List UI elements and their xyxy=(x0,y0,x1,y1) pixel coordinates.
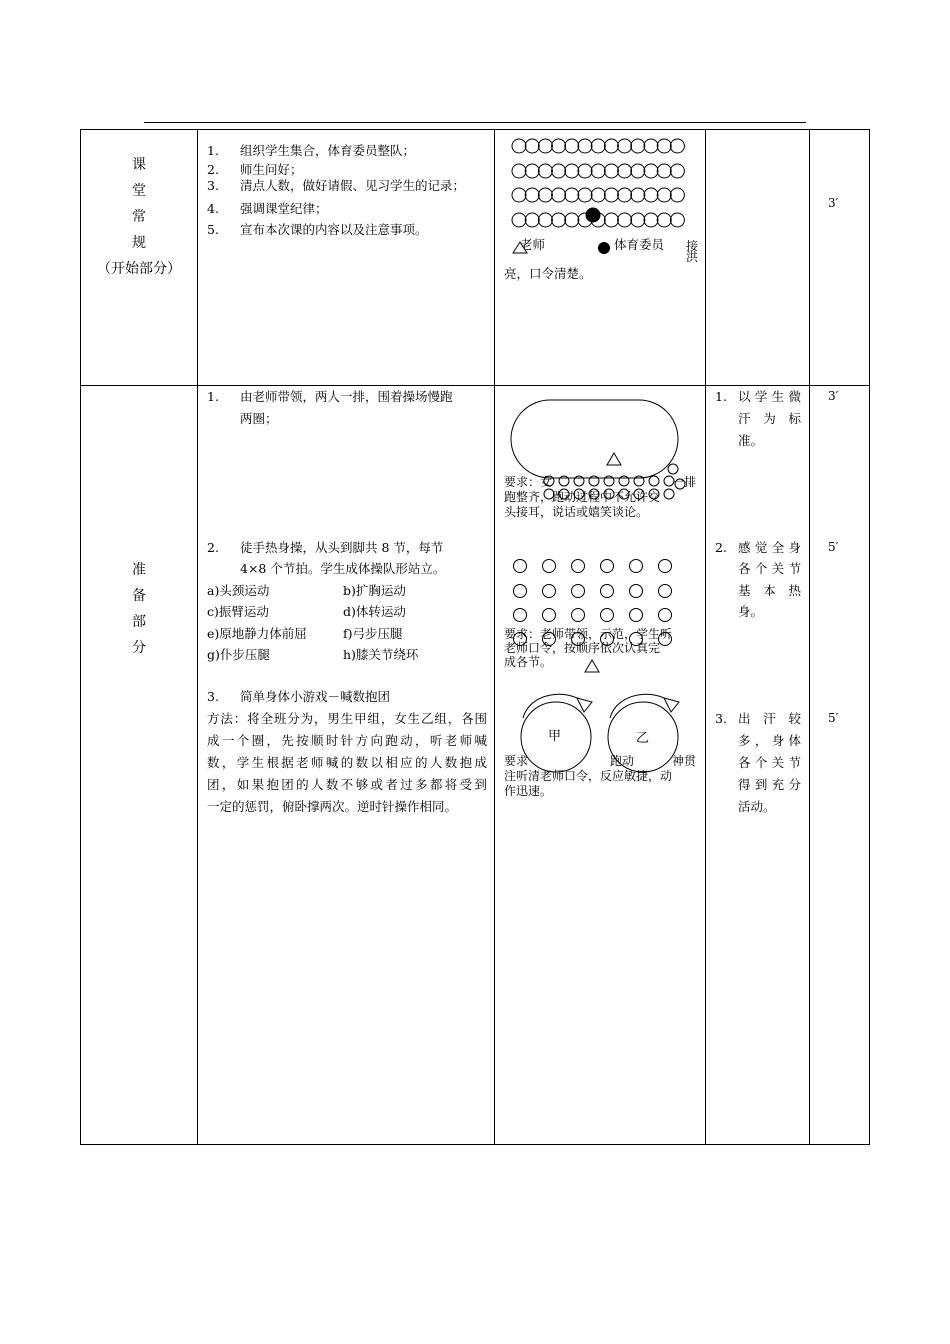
student-marker xyxy=(538,188,552,202)
teacher-icon xyxy=(585,660,599,672)
move-item: b)扩胸运动 xyxy=(343,583,406,598)
list-number: 5. xyxy=(207,222,219,237)
student-marker xyxy=(538,213,552,227)
time-value: 3′ xyxy=(828,389,839,403)
monitor-label: 体育委员 xyxy=(614,237,665,252)
teacher-icon xyxy=(607,453,621,465)
student-marker xyxy=(670,213,684,227)
list-text: 强调课堂纪律； xyxy=(240,201,328,216)
effect-number: 2. xyxy=(715,540,727,555)
list-text-continued: 两圈； xyxy=(240,411,278,426)
exercise-marker xyxy=(543,609,556,622)
requirement-text: 要求：老师带领，示范，学生听 xyxy=(504,627,673,641)
time-value: 5′ xyxy=(828,711,839,725)
student-marker xyxy=(591,188,605,202)
student-marker xyxy=(657,164,671,178)
student-marker xyxy=(591,164,605,178)
student-marker xyxy=(604,213,618,227)
student-marker xyxy=(525,164,539,178)
time-value: 5′ xyxy=(828,540,839,554)
list-number: 3. xyxy=(207,689,219,704)
exercise-marker xyxy=(630,609,643,622)
effect-line: 基 本 热 xyxy=(738,583,801,598)
student-marker xyxy=(512,188,526,202)
list-text: 由老师带领，两人一排，围着操场慢跑 xyxy=(240,389,453,404)
student-marker xyxy=(538,139,552,153)
list-text: 徒手热身操，从头到脚共 8 节，每节 xyxy=(240,540,444,555)
student-marker xyxy=(578,139,592,153)
section-label-char: 备 xyxy=(132,588,146,604)
method-line: 团，如果抱团的人数不够或者过多都将受到 xyxy=(207,777,487,792)
student-marker xyxy=(670,139,684,153)
student-marker xyxy=(512,139,526,153)
student-marker xyxy=(631,188,645,202)
student-marker xyxy=(552,139,566,153)
section-label-char: 堂 xyxy=(132,183,146,199)
method-line: 方法：将全班分为，男生甲组，女生乙组，各围 xyxy=(207,711,487,726)
exercise-marker xyxy=(601,585,614,598)
list-number: 2. xyxy=(207,162,219,177)
student-marker xyxy=(525,213,539,227)
effect-line: 出 汗 较 xyxy=(738,711,801,726)
requirement-text: 一排 xyxy=(672,475,697,489)
list-number: 4. xyxy=(207,201,219,216)
method-line: 一定的惩罚，俯卧撑两次。逆时针操作相同。 xyxy=(207,799,458,814)
move-item: a)头颈运动 xyxy=(207,583,270,598)
requirement-fragment: 洪 xyxy=(686,250,699,264)
student-marker xyxy=(618,164,632,178)
student-marker xyxy=(631,164,645,178)
student-marker xyxy=(604,188,618,202)
student-marker xyxy=(644,164,658,178)
requirement-text: 老师口令，按顺序依次认真完 xyxy=(504,641,661,655)
student-marker xyxy=(552,164,566,178)
move-item: e)原地静力体前屈 xyxy=(207,626,307,641)
student-marker xyxy=(657,213,671,227)
section-label-char: 课 xyxy=(132,157,146,173)
effect-line: 各个关节 xyxy=(738,755,801,770)
student-marker xyxy=(578,164,592,178)
student-marker xyxy=(631,213,645,227)
student-marker xyxy=(644,213,658,227)
student-marker xyxy=(565,164,579,178)
student-marker xyxy=(670,164,684,178)
move-item: f)弓步压腿 xyxy=(343,626,403,641)
student-marker xyxy=(565,213,579,227)
teacher-label: 老师 xyxy=(520,237,546,252)
requirement-fragment: 接 xyxy=(686,239,699,253)
monitor-icon xyxy=(598,242,610,254)
student-marker xyxy=(670,188,684,202)
student-marker xyxy=(552,213,566,227)
student-marker xyxy=(538,164,552,178)
move-item: h)膝关节绕环 xyxy=(343,647,419,662)
group-b-label: 乙 xyxy=(636,731,650,746)
arrow-head xyxy=(664,698,679,712)
section-label-char: 部 xyxy=(132,614,146,630)
exercise-marker xyxy=(601,560,614,573)
effect-line: 各个关节 xyxy=(738,561,801,576)
list-number: 2. xyxy=(207,540,219,555)
rotation-arrow xyxy=(523,694,585,718)
effect-line: 活动。 xyxy=(738,799,776,814)
exercise-marker xyxy=(572,560,585,573)
student-marker xyxy=(618,139,632,153)
list-text: 宣布本次课的内容以及注意事项。 xyxy=(240,222,428,237)
student-marker xyxy=(644,188,658,202)
list-text: 清点人数，做好请假、见习学生的记录； xyxy=(240,178,466,193)
requirement-text: 跑动 xyxy=(610,754,635,768)
student-marker xyxy=(618,213,632,227)
requirement-text: 成各节。 xyxy=(504,655,553,669)
section-label-char: 规 xyxy=(132,235,146,251)
list-item xyxy=(207,537,443,558)
student-marker xyxy=(525,188,539,202)
student-marker xyxy=(525,139,539,153)
student-marker xyxy=(657,188,671,202)
section-label-char: 常 xyxy=(132,209,146,225)
student-marker xyxy=(565,188,579,202)
student-marker xyxy=(604,164,618,178)
requirement-text: 跑整齐，跑动过程中不允许交 xyxy=(504,490,661,504)
runner-marker xyxy=(664,489,674,499)
list-number: 3. xyxy=(207,178,219,193)
student-marker xyxy=(644,139,658,153)
requirement-text: 要求 xyxy=(504,754,529,768)
monitor-marker xyxy=(586,208,601,223)
rotation-arrow xyxy=(610,694,672,718)
effect-line: 以学生微 xyxy=(738,389,801,404)
student-marker xyxy=(604,139,618,153)
list-text: 组织学生集合，体育委员整队； xyxy=(240,143,416,158)
student-marker xyxy=(512,213,526,227)
requirement-text: 亮，口令清楚。 xyxy=(504,266,592,281)
list-item xyxy=(207,686,390,707)
track-oval xyxy=(511,400,678,478)
exercise-marker xyxy=(572,609,585,622)
time-value: 3′ xyxy=(828,196,839,210)
student-marker xyxy=(657,139,671,153)
section-label-sub: （开始部分） xyxy=(97,261,181,277)
exercise-marker xyxy=(572,585,585,598)
runner-marker xyxy=(649,476,659,486)
list-number: 1. xyxy=(207,389,219,404)
student-marker xyxy=(591,139,605,153)
group-a-label: 甲 xyxy=(548,729,562,744)
student-marker xyxy=(565,139,579,153)
exercise-marker xyxy=(514,609,527,622)
requirement-text: 注听清老师口令，反应敏捷，动 xyxy=(504,769,673,783)
requirement-text: 神贯 xyxy=(672,754,697,768)
student-marker xyxy=(552,188,566,202)
exercise-marker xyxy=(601,609,614,622)
move-item: c)振臂运动 xyxy=(207,604,269,619)
effect-number: 3. xyxy=(715,711,727,726)
requirement-text: 要求：女 xyxy=(504,475,553,489)
list-text-continued: 4×8 个节拍。学生成体操队形站立。 xyxy=(240,561,446,576)
exercise-marker xyxy=(514,560,527,573)
exercise-marker xyxy=(659,585,672,598)
method-line: 成一个圈，先按顺时针方向跑动，听老师喊 xyxy=(207,733,487,748)
move-item: g)仆步压腿 xyxy=(207,647,270,662)
section-label-char: 准 xyxy=(132,562,146,578)
effect-line: 准。 xyxy=(738,433,764,448)
student-marker xyxy=(618,188,632,202)
effect-line: 汗 为 标 xyxy=(738,411,801,426)
effect-line: 身。 xyxy=(738,604,764,619)
exercise-marker xyxy=(630,560,643,573)
effect-line: 感觉全身 xyxy=(738,540,801,555)
exercise-marker xyxy=(514,585,527,598)
list-text: 简单身体小游戏－喊数抱团 xyxy=(240,689,391,704)
method-line: 数，学生根据老师喊的数以相应的人数抱成 xyxy=(207,755,487,770)
student-marker xyxy=(631,139,645,153)
list-number: 1. xyxy=(207,143,219,158)
arrow-head xyxy=(577,698,592,712)
exercise-marker xyxy=(543,560,556,573)
student-marker xyxy=(512,164,526,178)
effect-number: 1. xyxy=(715,389,727,404)
effect-line: 得到充分 xyxy=(738,777,801,792)
list-text: 师生问好； xyxy=(240,162,303,177)
requirement-text: 作迅速。 xyxy=(504,784,553,798)
move-item: d)体转运动 xyxy=(343,604,406,619)
requirement-text: 头接耳，说话或嬉笑谈论。 xyxy=(504,505,649,519)
exercise-marker xyxy=(659,560,672,573)
list-item xyxy=(207,386,453,407)
student-marker xyxy=(578,188,592,202)
exercise-marker xyxy=(543,585,556,598)
exercise-marker xyxy=(659,609,672,622)
exercise-marker xyxy=(630,585,643,598)
effect-line: 多，身体 xyxy=(738,733,801,748)
runner-marker xyxy=(668,464,678,474)
section-label-char: 分 xyxy=(132,640,146,656)
